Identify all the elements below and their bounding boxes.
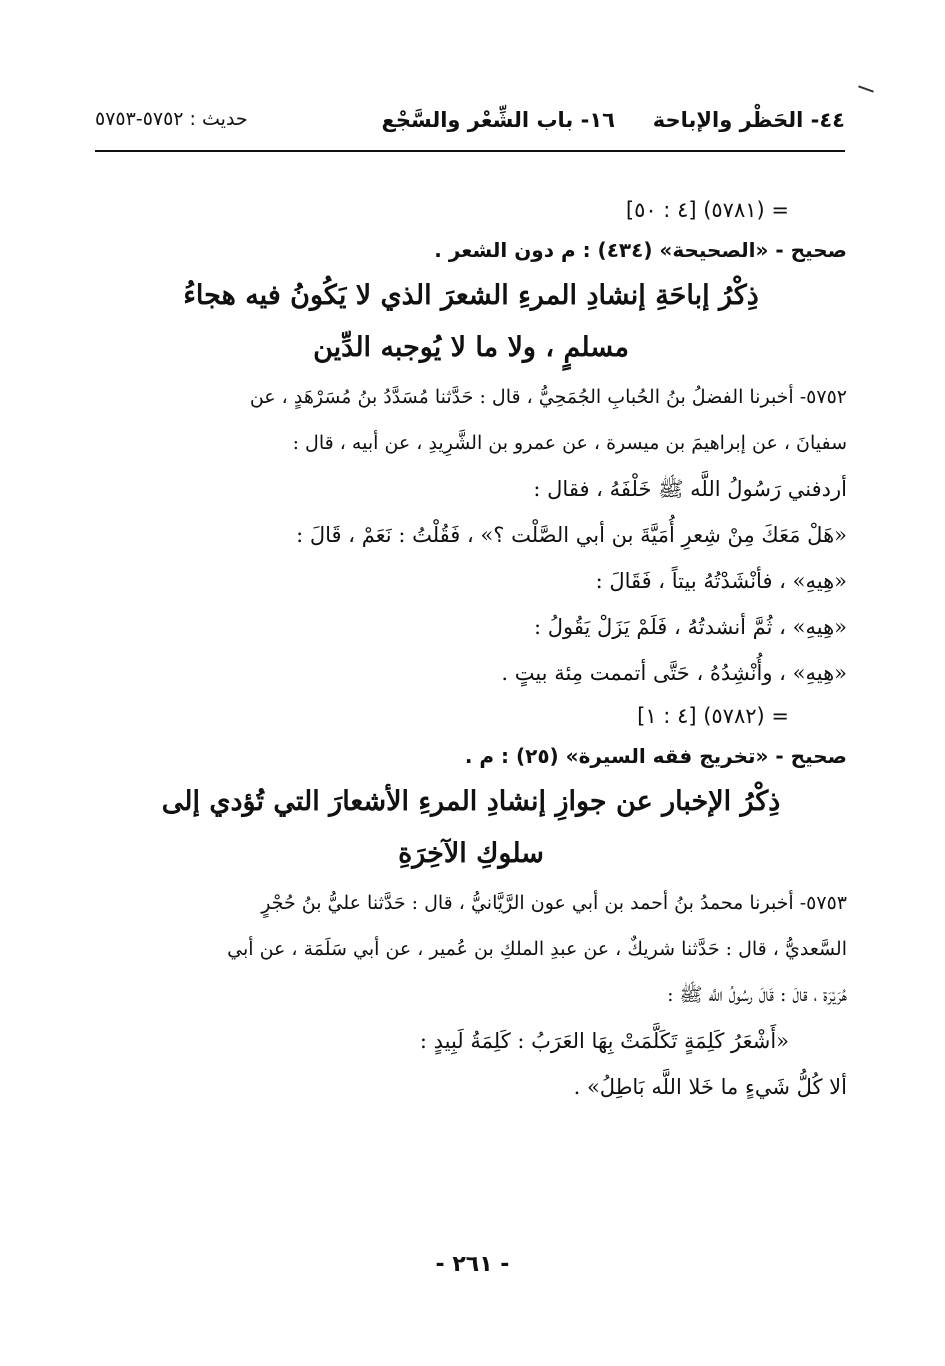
page-body <box>95 190 847 1110</box>
hadith-5752-matn-line-2: «هَلْ مَعَكَ مِنْ شِعرِ أُمَيَّةَ بن أبي الصَّلْت ؟» ، فَقُلْتُ : نَعَمْ ، قَالَ : <box>296 523 847 547</box>
chapter-heading-1-line-2: مسلمٍ ، ولا ما لا يُوجبه الدِّين <box>313 332 629 363</box>
header-section-title: ١٦- باب الشِّعْر والسَّجْع <box>381 108 615 132</box>
hadith-5752-isnad-line-1: ٥٧٥٢- أخبرنا الفضلُ بنُ الحُبابِ الجُمَحِيُّ ، قال : حَدَّثنا مُسَدَّدُ بنُ مُسَرْهَدٍ ، عن <box>249 386 847 408</box>
hadith-5752-matn-line-1: أردفني رَسُولُ اللَّه ﷺ خَلْفَهُ ، فقال : <box>533 477 847 501</box>
hadith-5752-matn-line-4: «هِيهِ» ، ثُمَّ أنشدتُهُ ، فَلَمْ يَزَلْ يَقُولُ : <box>534 615 847 639</box>
hadith-5751-cross-reference: = (٥٧٨١) [٤ : ٥٠] <box>625 198 789 222</box>
running-header <box>95 108 845 148</box>
hadith-5753-isnad-line-3: هُرَيْرَة ، قالَ : قَالَ رسُولُ اللَّه ﷺ : <box>667 984 847 1006</box>
scan-mark <box>858 85 874 92</box>
header-chapter-title: ٤٤- الحَظْر والإباحة <box>652 108 845 132</box>
header-divider <box>95 150 845 152</box>
header-hadith-range: حديث : ٥٧٥٢-٥٧٥٣ <box>95 108 248 130</box>
chapter-heading-2-line-2: سلوكِ الآخِرَةِ <box>398 838 544 869</box>
hadith-5752-cross-reference: = (٥٧٨٢) [٤ : ١] <box>637 704 789 728</box>
hadith-5753-matn-line-1: «أَشْعَرُ كَلِمَةٍ تَكَلَّمَتْ بِهَا العَرَبُ : كَلِمَةُ لَبِيدٍ : <box>419 1029 789 1053</box>
chapter-heading-2-line-1: ذِكْرُ الإخبار عن جوازِ إنشادِ المرءِ الأشعارَ التي تُؤدي إلى <box>161 786 781 817</box>
hadith-5751-grading: صحيح - «الصحيحة» (٤٣٤) : م دون الشعر . <box>434 238 847 262</box>
hadith-5752-grading: صحيح - «تخريج فقه السيرة» (٢٥) : م . <box>464 744 847 768</box>
page-number: - ٢٦١ - <box>435 1252 510 1277</box>
hadith-5753-matn-line-2: ألا كُلُّ شَيءٍ ما خَلا اللَّه بَاطِلُ» . <box>573 1075 847 1099</box>
hadith-5752-matn-line-3: «هِيهِ» ، فأنْشَدْتُهُ بيتاً ، فَقَالَ : <box>595 569 847 593</box>
hadith-5753-isnad-line-2: السَّعديُّ ، قال : حَدَّثنا شريكٌ ، عن عبدِ الملكِ بن عُمير ، عن أبي سَلَمَة ، عن أبي <box>227 938 847 960</box>
hadith-5753-isnad-line-1: ٥٧٥٣- أخبرنا محمدُ بنُ أحمد بن أبي عون الرَّيَّانيُّ ، قال : حَدَّثنا عليُّ بنُ حُجْرٍ <box>261 892 847 914</box>
hadith-5752-isnad-line-2: سفيانَ ، عن إبراهيمَ بن ميسرة ، عن عمرو بن الشَّرِيدِ ، عن أبيه ، قال : <box>292 432 847 454</box>
hadith-5752-matn-line-5: «هِيهِ» ، وأُنْشِدُهُ ، حَتَّى أتممت مِئة بيتٍ . <box>501 661 847 685</box>
chapter-heading-1-line-1: ذِكْرُ إباحَةِ إنشادِ المرءِ الشعرَ الذي لا يَكُونُ فيه هجاءُ <box>183 280 759 311</box>
